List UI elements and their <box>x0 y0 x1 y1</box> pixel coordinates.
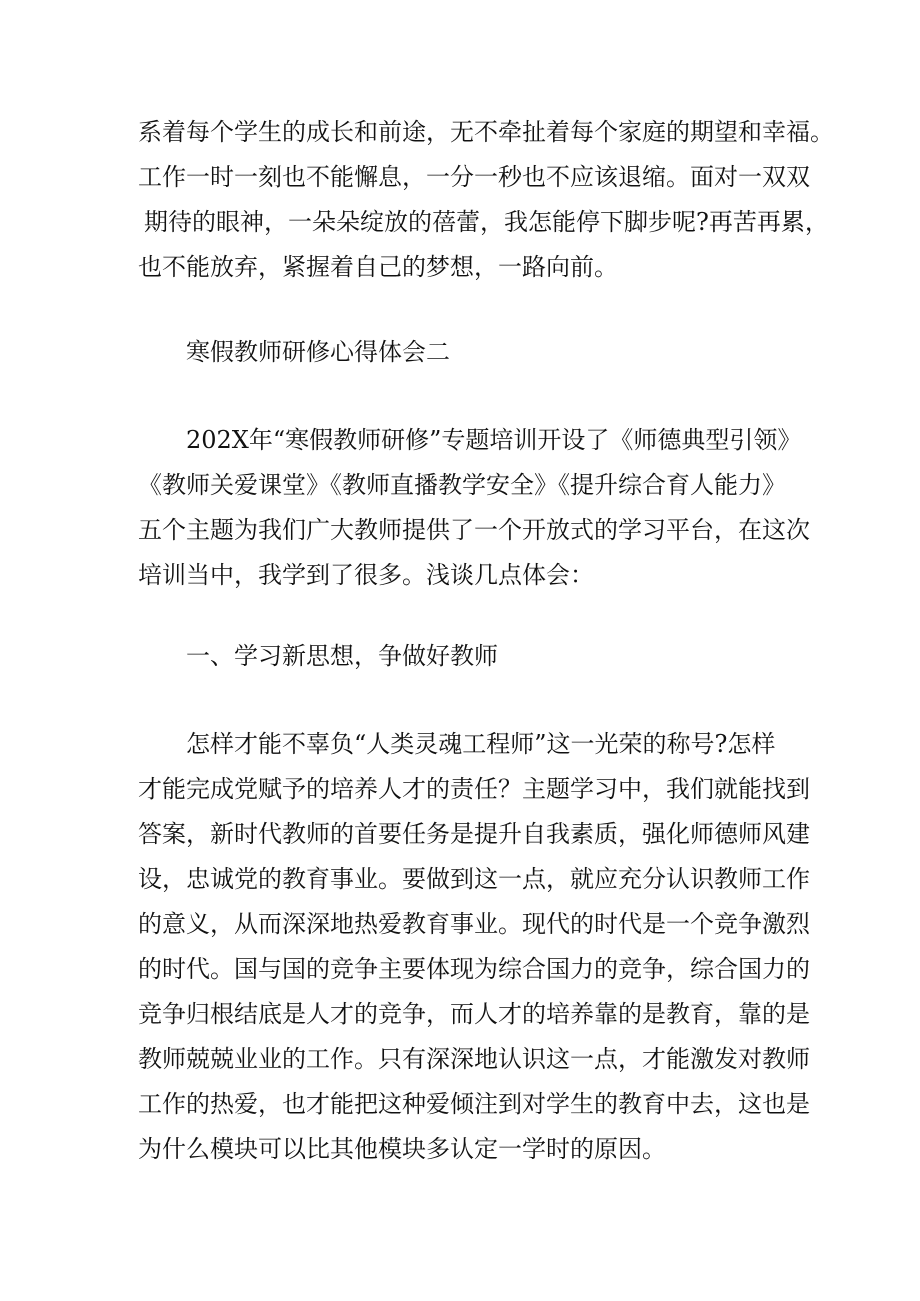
paragraph-line: 系着每个学生的成长和前途，无不牵扯着每个家庭的期望和幸福。 <box>138 118 834 146</box>
paragraph-line: 才能完成党赋予的培养人才的责任？主题学习中，我们就能找到 <box>138 775 810 803</box>
subheading-learn-new-thought: 一、学习新思想，争做好教师 <box>186 642 498 670</box>
section-title: 寒假教师研修心得体会二 <box>186 338 450 366</box>
continued-paragraph <box>138 110 834 290</box>
paragraph-line: 工作一时一刻也不能懈息，一分一秒也不应该退缩。面对一双双 <box>138 163 810 191</box>
paragraph-line: 202X年“寒假教师研修”专题培训开设了《师德典型引领》 <box>186 426 802 454</box>
paragraph-line: 竞争归根结底是人才的竞争，而人才的培养靠的是教育，靠的是 <box>138 1000 810 1028</box>
paragraph-line: 工作的热爱，也才能把这种爱倾注到对学生的教育中去，这也是 <box>138 1090 810 1118</box>
paragraph-line: 怎样才能不辜负“人类灵魂工程师”这一光荣的称号?怎样 <box>186 730 776 758</box>
paragraph-line: 的时代。国与国的竞争主要体现为综合国力的竞争，综合国力的 <box>138 955 810 983</box>
paragraph-line: 培训当中，我学到了很多。浅谈几点体会： <box>138 561 594 589</box>
intro-paragraph <box>138 418 810 598</box>
paragraph-line: 设，忠诚党的教育事业。要做到这一点，就应充分认识教师工作 <box>138 865 810 893</box>
paragraph-line: 答案，新时代教师的首要任务是提升自我素质，强化师德师风建 <box>138 820 810 848</box>
body-paragraph <box>138 722 810 1172</box>
paragraph-line: 为什么模块可以比其他模块多认定一学时的原因。 <box>138 1135 666 1163</box>
paragraph-line: 教师兢兢业业的工作。只有深深地认识这一点，才能激发对教师 <box>138 1045 810 1073</box>
paragraph-line: 《教师关爱课堂》《教师直播教学安全》《提升综合育人能力》 <box>138 471 786 499</box>
paragraph-line: 也不能放弃，紧握着自己的梦想，一路向前。 <box>138 253 618 281</box>
paragraph-line: 期待的眼神，一朵朵绽放的蓓蕾，我怎能停下脚步呢?再苦再累， <box>144 208 829 236</box>
paragraph-line: 五个主题为我们广大教师提供了一个开放式的学习平台，在这次 <box>138 516 810 544</box>
paragraph-line: 的意义，从而深深地热爱教育事业。现代的时代是一个竞争激烈 <box>138 910 810 938</box>
